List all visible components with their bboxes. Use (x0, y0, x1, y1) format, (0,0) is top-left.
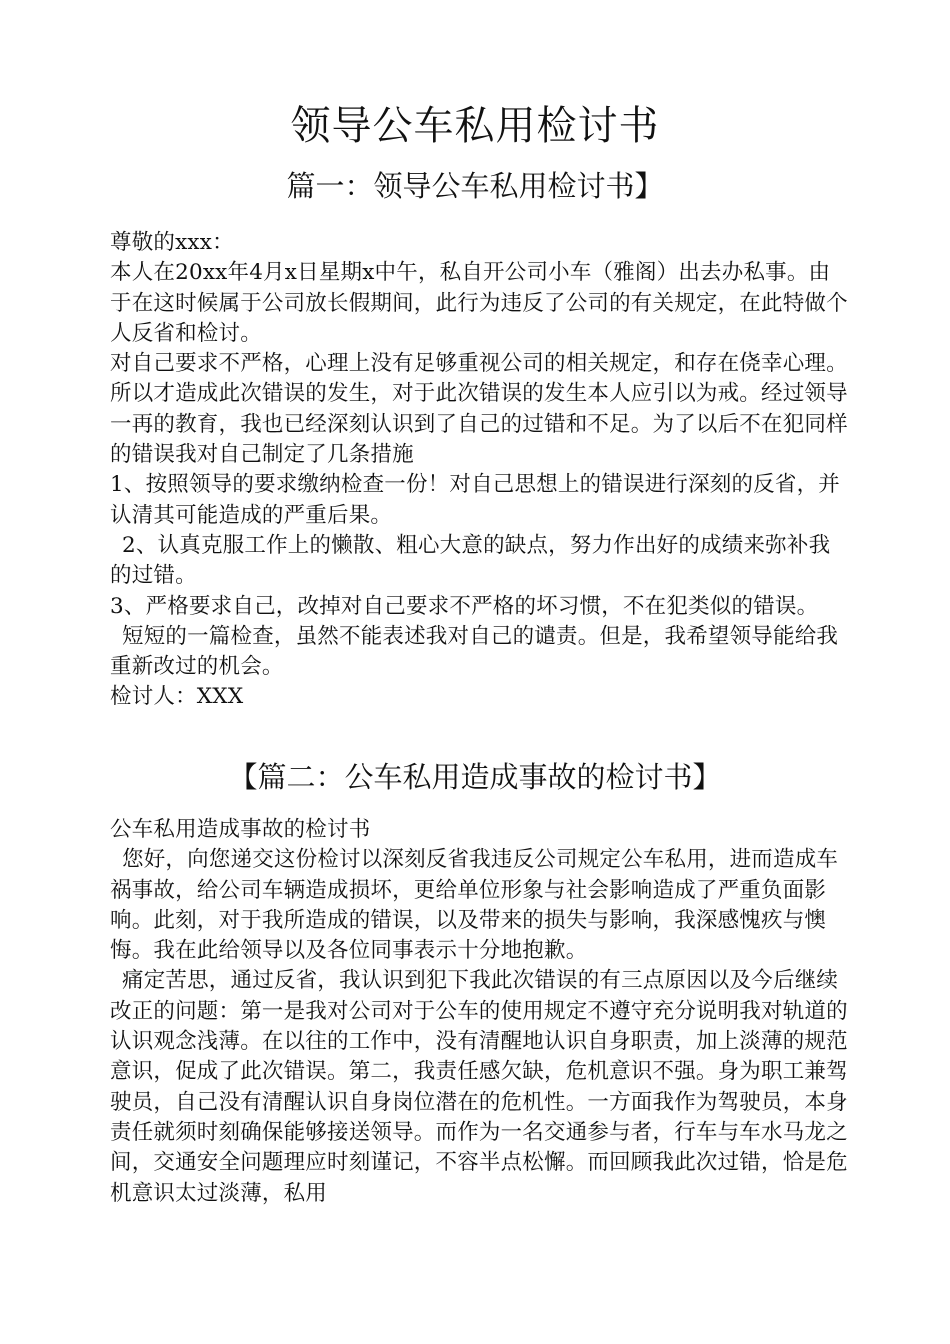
section1-body (110, 228, 850, 713)
paragraph: 痛定苦思，通过反省，我认识到犯下我此次错误的有三点原因以及今后继续改正的问题：第一是我对公司对于公车的使用规定不遵守充分说明我对轨道的认识观念浅薄。在以往的工作中，没有清醒地认识自身职责，加上淡薄的规范意识，促成了此次错误。第二，我责任感欠缺，危机意识不强。身为职工兼驾驶员，自己没有清醒认识自身岗位潜在的危机性。一方面我作为驾驶员，本身责任就须时刻确保能够接送领导。而作为一名交通参与者，行车与车水马龙之间，交通安全问题理应时刻谨记，不容半点松懈。而回顾我此次过错，恰是危机意识太过淡薄，私用 (110, 968, 848, 1206)
section2-body (110, 815, 850, 1209)
paragraph: 对自己要求不严格，心理上没有足够重视公司的相关规定，和存在侥幸心理。所以才造成此次错误的发生，对于此次错误的发生本人应引以为戒。经过领导一再的教育，我也已经深刻认识到了自己的过错和不足。为了以后不在犯同样的错误我对自己制定了几条措施 (110, 351, 848, 468)
paragraph: 本人在20xx年4月x日星期x中午，私自开公司小车（雅阁）出去办私事。由于在这时候属于公司放长假期间，此行为违反了公司的有关规定，在此特做个人反省和检讨。 (110, 260, 848, 346)
measure-item: 2、认真克服工作上的懒散、粗心大意的缺点，努力作出好的成绩来弥补我的过错。 (110, 532, 831, 589)
paragraph: 您好，向您递交这份检讨以深刻反省我违反公司规定公车私用，进而造成车祸事故，给公司车辆造成损坏，更给单位形象与社会影响造成了严重负面影响。此刻，对于我所造成的错误，以及带来的损失与影响，我深感愧疚与懊悔。我在此给领导以及各位同事表示十分地抱歉。 (110, 847, 839, 964)
section1-heading: 篇一：领导公车私用检讨书】 (286, 169, 664, 203)
document-title: 领导公车私用检讨书 (290, 103, 660, 149)
section2-heading: 【篇二：公车私用造成事故的检讨书】 (228, 760, 722, 794)
signer-line: 检讨人：XXX (110, 684, 244, 710)
measure-item: 1、按照领导的要求缴纳检查一份！对自己思想上的错误进行深刻的反省，并认清其可能造成的严重后果。 (110, 472, 840, 528)
section2-title-line: 公车私用造成事故的检讨书 (110, 817, 371, 842)
paragraph: 短短的一篇检查，虽然不能表述我对自己的谴责。但是，我希望领导能给我重新改过的机会。 (110, 623, 839, 680)
measure-item: 3、严格要求自己，改掉对自己要求不严格的坏习惯，不在犯类似的错误。 (110, 593, 819, 619)
salutation: 尊敬的xxx： (110, 230, 234, 255)
